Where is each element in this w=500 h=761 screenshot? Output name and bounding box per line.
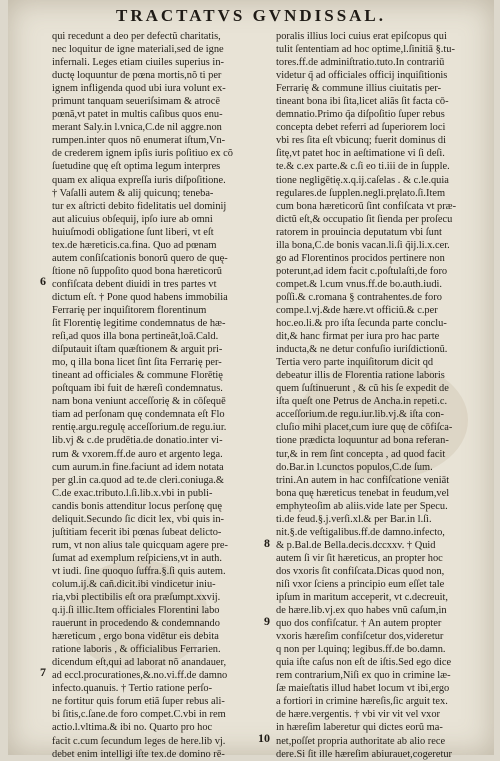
margin-number: 8 [264, 536, 270, 550]
text-line: aut alicuius obſequij, ipſo iure ab omni [52, 213, 213, 225]
text-line: compet.& l.cum vnus.ff.de bo.auth.iudi. [276, 278, 443, 290]
text-line: tiam ad perſonam quę condemnata eſt Flo [52, 409, 225, 421]
text-line: dictum eſt. † Pone quod habens immobilia [52, 291, 228, 303]
text-line: poſſi.& c.romana § contrahentes.de foro [276, 291, 442, 303]
text-line: hæreticum , ergo bona vidētur eis debita [52, 631, 219, 643]
text-line: poterunt,ad idem facit c.poſtulaſti,de foro [276, 265, 448, 277]
text-line: emphyteoſim ab aliis.vide late per Specu. [276, 500, 448, 512]
text-line: Tertia vero parte inquiſitorum dicit qd [276, 357, 434, 369]
text-line: diſputauit iſtam quæſtionem & arguit pri- [52, 344, 223, 356]
text-line: reſi,ad quos illa bona pertineãt,loã.Cald. [52, 331, 219, 343]
text-line: quo dos confiſcatur. † An autem propter [276, 618, 442, 630]
text-line: pœnã,vt patet in multis caſibus quos enu- [52, 109, 223, 121]
text-line: de crederem ignem ipſis iuris poſitiuo ex cõ [52, 148, 233, 160]
text-line: autem conſiſcationis bonorũ quero de quę- [52, 252, 228, 264]
text-line: ratione laboris , & officialibus Ferrarien. [52, 644, 221, 656]
text-line: infernali. Leges etiam ciuiles superius in- [52, 57, 224, 69]
text-line: q non per l.quinq; legibus.ff.de bo.damn. [276, 644, 446, 656]
text-line: debeatur illis de Florentia ratione laboris [276, 370, 445, 382]
text-line: trini.An autem in hac confiſcatione veniāt [276, 474, 450, 486]
text-line: videtur q̃ ad officiales officij inquiſitionis [276, 70, 448, 82]
text-line: ria,vbi plectibilis eſt ora præſumpt.xxvij. [52, 592, 221, 604]
text-line: rem contrarium,Niſi ex quo in crimine læ- [276, 670, 451, 682]
text-line: dos vxoris ſit confiſcata.Dicas quod non, [276, 565, 445, 577]
margin-number: 6 [40, 274, 46, 288]
text-line: primunt tanquam seueriſsimam & atrocē [52, 96, 220, 108]
text-line: regulares.de ſupplen.negli.pręlato.ſi.Item [276, 187, 446, 199]
text-line: de hære.lib.vj.ex quo habes vnũ caſum,in [276, 605, 447, 617]
text-line: cluſio mihi placet,cum iure quę de cōfiſca- [276, 422, 453, 434]
text-line: dit,& hanc firmat per iura pro hac parte [276, 331, 440, 343]
running-header: TRACTATVS GVNDISSAL. [115, 6, 387, 25]
text-line: tione negligētię.x.q.ij.caſelas . & c.le.quia [276, 174, 449, 186]
text-line: nam bona veniunt acceſſorię & in cōſequē [52, 396, 226, 408]
text-line: cum bona hæreticorũ ſint confiſcata vt præ- [276, 200, 457, 212]
text-line: tur,& in rem ſint concepta , ad quod facit [276, 448, 446, 460]
text-line: nec loquitur de igne materiali,sed de igne [52, 44, 224, 56]
book-page [8, 0, 494, 760]
text-line: per gl.in ca.quod ad te.de cleri.coniuga.& [52, 474, 224, 486]
text-line: a fortiori in crimine hæreſis,ſic arguit tex. [276, 696, 448, 708]
right-text-column [276, 30, 490, 761]
text-line: confiſcata debent diuidi in tres partes vt [52, 278, 217, 290]
text-line: qui recedunt a deo per defectũ charitatis, [52, 31, 221, 42]
text-line: ductę loquuntur de pœna mortis,nõ ti per [52, 70, 222, 82]
text-line: autem ſi vir ſit hæreticus, an propter hoc [276, 552, 443, 564]
text-line: tex.de hæreticis.ca.fina. Quo ad pœnam [52, 239, 217, 251]
text-line: niſi vxor ſciens a principio eum eſſet tale [276, 578, 445, 590]
text-line: mo, q illa bona licet ſint ſita Ferrarię per- [52, 357, 222, 369]
text-line: compe.l.vj.&de hære.vt officiũ.& c.per [276, 304, 438, 316]
text-line: juſtitiam fecerit ibi pœnas ſubeat delicto- [52, 526, 222, 538]
text-line: quam ex aliqua expreſſa iuris diſpoſitione. [52, 174, 226, 186]
text-line: bi ſitis,c.ſane.de foro compet.C.vbi in rem [52, 709, 226, 721]
text-line: poſtquam ibi fuit de hæreſi condemnatus. [52, 383, 223, 395]
text-line: rum & vxorem.ff.de auro et argento lega. [52, 448, 223, 460]
text-line: vxoris hæreſim confiſcetur dos,videretur [276, 631, 444, 643]
text-line: ipſum in maritum acceperit, vt c.decreuit, [276, 592, 448, 604]
text-line: q.ij.ſi illic.Item officiales Florentini labo [52, 605, 220, 617]
text-line: illa bona,C.de bonis vacan.li.ſi q̃ij.li.x.cer. [276, 239, 450, 251]
text-line: tione prædicta loquuntur ad bona referan- [276, 435, 449, 447]
text-line: vt iudi. ſine quoquo ſuffra.§.ſi quis autem. [52, 565, 226, 577]
margin-number: 7 [40, 665, 46, 679]
text-line: Ferrarię per inquiſitorem florentinum [52, 304, 207, 316]
text-line: ti.de feud.§.j.verſi.xl.& per Bar.in l.ſi. [276, 513, 432, 525]
text-line: tineant bona ibi ſita,licet aliãs ſit facta cō- [276, 96, 449, 108]
text-line: inducta,& ne detur confuſio iuriſdictionũ. [276, 344, 448, 356]
text-line: concepta debet referri ad ſuperiorem loci [276, 122, 446, 134]
left-text-column [52, 30, 264, 761]
text-line: quia iſte caſus non eſt de iſtis.Sed ego dice [276, 657, 452, 669]
text-line: quem ſuſtinuerunt , & cũ his ſe expedit de [276, 383, 449, 395]
text-line: demnatio.Primo q̃a diſpoſitio ſuper rebus [276, 109, 445, 121]
text-line: iſta queſt one Petrus de Ancha.in repeti.c. [276, 396, 448, 408]
text-line: hoc.eo.li.& pro iſta ſecunda parte conclu- [276, 318, 447, 330]
text-line: rentię.argu.regulę acceſſorium.de regu.iur. [52, 422, 227, 434]
margin-number: 9 [264, 614, 270, 628]
text-line: ratorem in prouincia deputatum vbi ſunt [276, 226, 442, 238]
text-line: dere.Si ſit ille hæreſim abiurauet,cogeretur [276, 748, 453, 760]
text-line: ne fortitur quis forum etiã ſuper rebus ali- [52, 696, 225, 708]
text-line: ſit Florentię legitime condemnatus de hæ- [52, 318, 226, 330]
text-line: lib.vj & c.de prudētia.de donatio.inter vi- [52, 435, 223, 447]
text-line: ignem infligenda quod ubi iura volunt ex- [52, 83, 226, 95]
text-line: bona quę hæreticus tenebat in feudum,vel [276, 487, 450, 499]
text-line: candis bonis attenditur locus perſonę quę [52, 500, 222, 512]
text-line: dicendum eſt,qui ad laborat nõ anandauer, [52, 657, 227, 669]
text-line: net,poſſet propria authoritate ab alio rece [276, 735, 446, 747]
text-line: rauerunt in procedendo & condemnando [52, 618, 220, 630]
text-line: ſitę,vt patet hoc in aeſtimatione vi ſi deſi. [276, 148, 445, 160]
text-line: ſtione nõ ſuppoſito quod bona hæreticorũ [52, 265, 222, 277]
text-line: ſæ maieſtatis illud habet locum vt ibi,ergo [276, 683, 450, 695]
text-line: facit c.cum ſecundum leges de here.lib vj. [52, 735, 226, 747]
text-line: dictũ eſt,& occupatio ſit ſienda per proſecu [276, 213, 453, 225]
text-line: actio.l.vltima.& ibi no. Quarto pro hoc [52, 722, 213, 734]
text-line: vbi res ſita eſt vbicunq; fuerit dominus di [276, 135, 446, 147]
text-line: ad eccl.procurationes,&.no.vi.ff.de damno [52, 670, 228, 682]
text-line: cum aurum.in fine.faciunt ad idem notata [52, 461, 224, 473]
text-line: do.Bar.in l.cunctos populos,C.de ſum. [276, 461, 433, 473]
text-line: acceſſorium.de regu.iur.lib.vj.& iſta con- [276, 409, 444, 421]
text-line: huiuſmodi obligatione ſunt liberi, vt eſt [52, 226, 214, 238]
text-line: tulit ſententiam ad hoc optime,l.ſinitiā §.tu- [276, 44, 455, 56]
text-line: tur ex aſtricti debito fidelitatis uel dominij [52, 200, 227, 212]
text-line: poralis illius loci cuius erat epiſcopus qui [276, 31, 447, 42]
text-line: † Vaſalli autem & alij quicunq; teneba- [52, 187, 214, 199]
text-line: merant Saly.in l.vnica,C.de nil aggre.non [52, 122, 222, 134]
text-line: ſumat ad exemplum reſpiciens,vt in auth. [52, 552, 222, 564]
text-line: de hære.vergentis. † vbi vir vit vel vxor [276, 709, 441, 721]
text-line: in hæreſim laberetur qui dictes eorũ ma- [276, 722, 443, 734]
text-line: te.& c.ex parte.& c.ſi eo ti.iii de in ſupple. [276, 161, 450, 173]
text-line: ſuetudine quę eſt optima legum interpres [52, 161, 221, 173]
text-line: infecto.quanuis. † Tertio ratione perſo- [52, 683, 213, 695]
text-line: nit.§.de veſtigalibus.ff.de damno.infecto, [276, 526, 445, 538]
text-line: C.de exac.tributo.l.ſi.lib.x.vbi in publi- [52, 487, 213, 499]
text-line: deliquit.Secundo ſic dicit lex, vbi quis in- [52, 513, 224, 525]
margin-number: 10 [258, 731, 270, 745]
text-line: tores.ff.de adminiſtratio.tuto.In contrariū [276, 57, 445, 69]
text-line: rum, vt non alius tale quicquam agere pre- [52, 539, 229, 551]
text-line: Ferrarię & commune illius ciuitatis per- [276, 83, 442, 95]
text-line: colum.ij.& cañ.dicit.ibi vindicetur iniu- [52, 578, 216, 590]
text-line: go ad Florentinos procidos pertinere non [276, 252, 445, 264]
text-line: rumpen.inter quos nõ enumerat iſtum,Vn- [52, 135, 226, 147]
text-line: & p.Bal.de Bella.decis.dccxxv. † Quid [276, 539, 436, 551]
text-line: debet enim intelligi iſte tex.de domino rē- [52, 748, 225, 760]
text-line: tineant ad officiales & commune Florētię [52, 370, 223, 382]
